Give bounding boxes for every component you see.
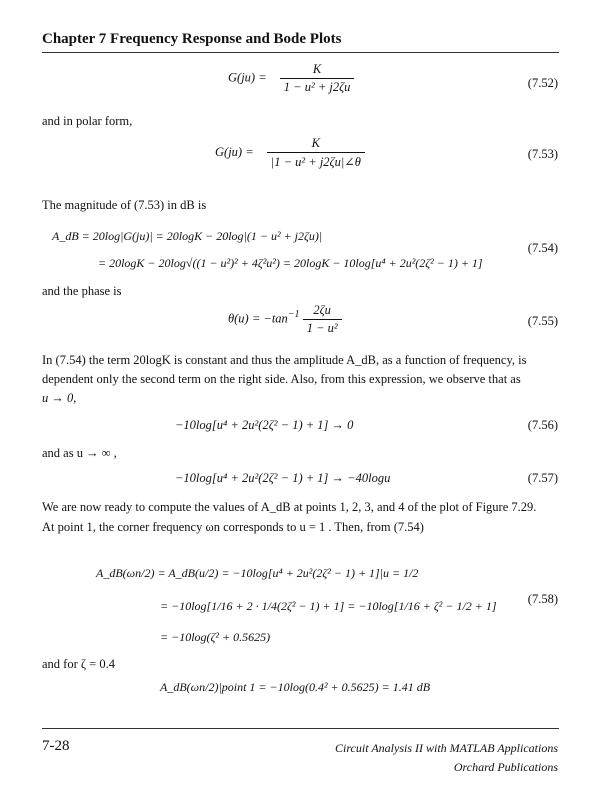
equation-number-7-56: (7.56) [527, 418, 558, 432]
footer-rule [42, 728, 559, 729]
eq-7-53-denominator: |1 − u² + j2ζu|∠θ [267, 152, 365, 170]
eq-7-52-numerator: K [312, 62, 322, 76]
text-for-zeta: and for ζ = 0.4 [42, 657, 115, 671]
paragraph-1-line-2: dependent only the second term on the right side. Also, from this expression, we observe that as [42, 372, 521, 386]
eq-7-55-numerator: 2ζu [313, 303, 331, 317]
header-rule [42, 52, 559, 53]
paragraph-2-line-2: At point 1, the corner frequency ωn corresponds to u = 1 . Then, from (7.54) [42, 520, 424, 534]
text-phase: and the phase is [42, 284, 122, 298]
eq-7-55-lhs: θ(u) = −tan [228, 311, 288, 326]
equation-7-56: −10log[u⁴ + 2u²(2ζ² − 1) + 1] → 0 [175, 418, 354, 432]
text-and-as: and as u → ∞ , [42, 446, 117, 460]
equation-number-7-54: (7.54) [527, 241, 558, 255]
equation-7-52 [228, 62, 354, 95]
paragraph-1-line-1: In (7.54) the term 20logK is constant and thus the amplitude A_dB, as a function of frequency, is [42, 353, 527, 367]
text-polar-form: and in polar form, [42, 114, 133, 128]
equation-7-54-line-2: = 20logK − 20log√((1 − u²)² + 4ζ²u²) = 20logK − 10log[u⁴ + 2u²(2ζ² − 1) + 1] [98, 256, 483, 270]
publisher: Orchard Publications [453, 760, 558, 774]
equation-7-55 [228, 303, 342, 336]
paragraph-1-line-3: u → 0, [42, 391, 77, 405]
eq-7-53-numerator: K [311, 136, 320, 150]
equation-number-7-57: (7.57) [527, 471, 558, 485]
equation-7-58-line-3: = −10log(ζ² + 0.5625) [160, 630, 271, 644]
eq-7-52-denominator: 1 − u² + j2ζu [280, 78, 355, 95]
equation-number-7-55: (7.55) [527, 314, 558, 328]
book-title: Circuit Analysis II with MATLAB Applications [334, 741, 558, 755]
eq-7-55-denominator: 1 − u² [303, 319, 342, 336]
equation-7-53 [215, 136, 365, 170]
eq-7-53-lhs: G(ju) = [215, 144, 254, 159]
equation-7-58-line-2: = −10log[1/16 + 2 · 1/4(2ζ² − 1) + 1] = −10log[1/16 + ζ² − 1/2 + 1] [160, 599, 497, 613]
equation-7-54-line-1: A_dB = 20log|G(ju)| = 20logK − 20log|(1 − u² + j2ζu)| [52, 229, 323, 243]
page-number: 7-28 [42, 738, 70, 754]
eq-7-52-lhs: G(ju) = [228, 70, 267, 85]
equation-final-result: A_dB(ωn/2)|point 1 = −10log(0.4² + 0.5625) = 1.41 dB [160, 680, 431, 694]
equation-7-58-line-1: A_dB(ωn/2) = A_dB(u/2) = −10log[u⁴ + 2u²(2ζ² − 1) + 1]|u = 1/2 [96, 566, 419, 580]
equation-number-7-53: (7.53) [527, 147, 558, 161]
eq-7-55-superscript: −1 [287, 309, 300, 321]
chapter-title: Chapter 7 Frequency Response and Bode Plots [42, 31, 342, 47]
equation-number-7-58: (7.58) [527, 592, 558, 606]
text-magnitude: The magnitude of (7.53) in dB is [42, 198, 207, 212]
equation-7-57: −10log[u⁴ + 2u²(2ζ² − 1) + 1] → −40logu [175, 471, 391, 485]
paragraph-2-line-1: We are now ready to compute the values of A_dB at points 1, 2, 3, and 4 of the plot of Figure 7.29. [42, 500, 537, 514]
equation-number-7-52: (7.52) [527, 76, 558, 90]
